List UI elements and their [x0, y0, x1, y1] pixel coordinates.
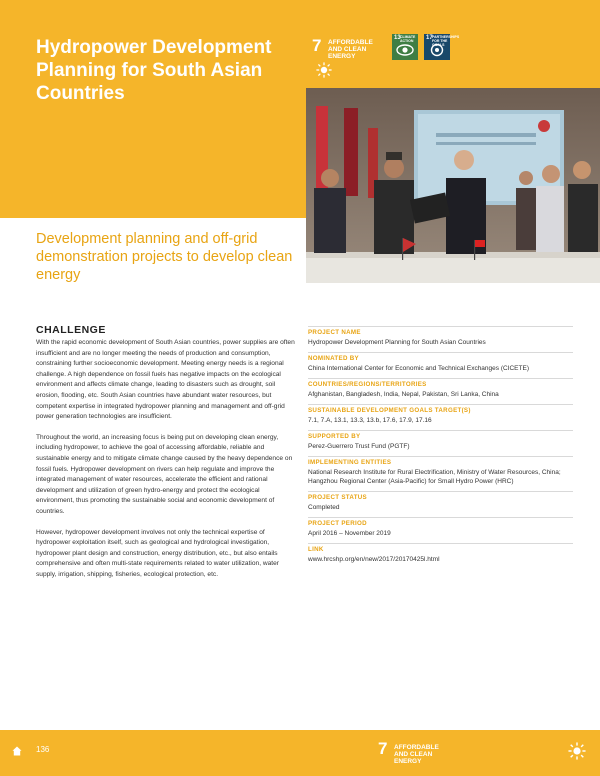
info-value: Perez-Guerrero Trust Fund (PGTF) — [308, 443, 410, 450]
eye-globe-icon — [392, 34, 418, 60]
project-link[interactable]: www.hrcshp.org/en/new/2017/20170425l.html — [308, 556, 440, 563]
info-label: IMPLEMENTING ENTITIES — [308, 459, 392, 466]
challenge-paragraph: Throughout the world, an increasing focus is being put on developing clean energy, including hydropower, to achieve the goal of accessing affordable, reliable and sustainable energy and to mitigate climate change caused by the heavy dependence on fossil fuels. Hydropower development on rivers can help regulate and improve the integrated management of water resources, accelerate the efficient and rational development and utilization of green hydro-energy and protect the ecological environment, thus promoting the sustainable social and economic development of countries. — [36, 433, 293, 515]
home-icon[interactable] — [12, 746, 22, 756]
sdg-17-tile: 17 PARTNERSHIPS FOR THE GOALS — [424, 34, 450, 60]
signing-ceremony-photo — [306, 88, 600, 283]
info-value: Hydropower Development Planning for South Asian Countries — [308, 339, 486, 346]
challenge-heading: CHALLENGE — [36, 324, 106, 336]
info-value: 7.1, 7.A, 13.1, 13.3, 13.b, 17.6, 17.9, 17.16 — [308, 417, 432, 424]
info-sdg-targets — [308, 404, 573, 425]
sun-icon — [568, 742, 586, 760]
info-value: Afghanistan, Bangladesh, India, Nepal, Pakistan, Sri Lanka, China — [308, 391, 499, 398]
challenge-paragraph: However, hydropower development involves not only the technical expertise of hydropower exploitation itself, such as geological and hydrological investigation, hydropower plant design and construction, energy distribution, etc., but also entails comprehensive and often multi-state requirements related to water utilization, water supply, irrigation, shipping, fisheries, ecological protection, etc. — [36, 528, 279, 578]
info-project-period — [308, 517, 573, 538]
info-value: April 2016 – November 2019 — [308, 530, 391, 537]
page-title: Hydropower Development Planning for South Asian Countries — [36, 37, 272, 104]
sdg-13-tile: 13 CLIMATE ACTION — [392, 34, 418, 60]
info-supported-by — [308, 430, 573, 451]
sun-icon — [316, 62, 332, 78]
info-label: LINK — [308, 546, 324, 553]
info-label: PROJECT NAME — [308, 329, 361, 336]
sdg-header — [306, 34, 600, 90]
info-nominated-by — [308, 352, 573, 373]
challenge-section — [36, 324, 298, 590]
info-link — [308, 543, 573, 564]
info-label: NOMINATED BY — [308, 355, 359, 362]
info-label: PROJECT PERIOD — [308, 520, 367, 527]
partnership-flower-icon — [424, 34, 450, 60]
page-footer — [0, 730, 600, 776]
info-countries — [308, 378, 573, 399]
info-label: SUSTAINABLE DEVELOPMENT GOALS TARGET(S) — [308, 407, 471, 414]
info-value: Completed — [308, 504, 340, 511]
sdg-main-number: 7 — [312, 36, 322, 55]
info-implementing-entities — [308, 456, 573, 486]
footer-sdg-number: 7 — [378, 739, 388, 758]
page-number: 136 — [36, 745, 50, 754]
photo-illustration — [306, 88, 600, 283]
sdg-main-label: AFFORDABLE AND CLEAN ENERGY — [328, 39, 373, 60]
challenge-paragraph: With the rapid economic development of South Asian countries, power supplies are often insufficient and are no longer meeting the needs of production and consumption, constraining further socioeconomic development. Meeting energy needs is a regional challenge. A high dependence on fossil fuels has negative impacts on the ecological environment and affects climate change, leading to disasters such as drought, soil erosion, flooding, etc. South Asian countries have abundant water resources, but competent expertise in integrated hydropower planning and management and off-grid power generation technologies are insufficient. — [36, 339, 295, 421]
info-label: SUPPORTED BY — [308, 433, 361, 440]
footer-sdg-label: AFFORDABLE AND CLEAN ENERGY — [394, 744, 439, 765]
info-project-status — [308, 491, 573, 512]
project-info-panel — [308, 326, 573, 569]
page-subtitle: Development planning and off-grid demonstration projects to develop clean energy — [36, 231, 293, 283]
info-label: COUNTRIES/REGIONS/TERRITORIES — [308, 381, 427, 388]
info-label: PROJECT STATUS — [308, 494, 367, 501]
info-value: China International Center for Economic and Technical Exchanges (CICETE) — [308, 365, 529, 372]
info-project-name — [308, 326, 573, 347]
info-value: National Research Institute for Rural Electrification, Ministry of Water Resources, China; Hangzhou Regional Center (Asia-Pacific) for Small Hydro Power (HRC) — [308, 469, 561, 485]
